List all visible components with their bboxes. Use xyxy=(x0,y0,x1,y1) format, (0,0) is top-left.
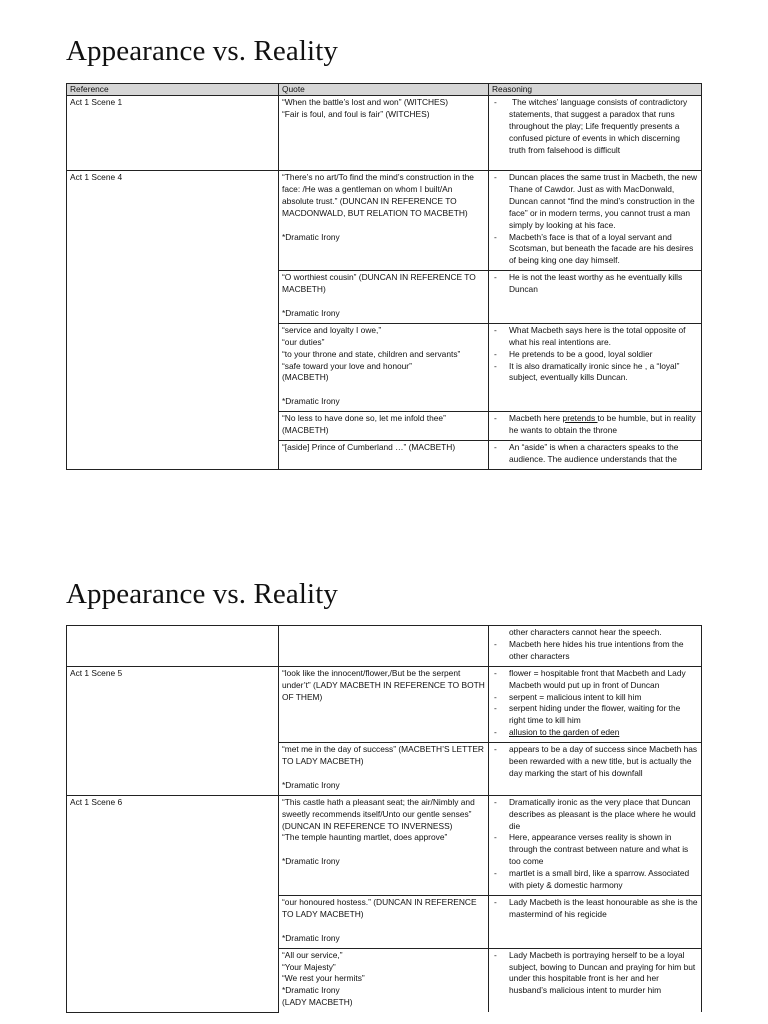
quote-cell xyxy=(279,412,489,441)
dramatic-irony-note: *Dramatic Irony xyxy=(282,856,340,867)
quote-cell xyxy=(279,743,489,796)
reasoning-cell xyxy=(489,626,702,667)
quote-text: “We rest your hermits” xyxy=(282,973,365,984)
quote-cell xyxy=(279,271,489,324)
reason-item: - Macbeth here pretends to be humble, but in reality he wants to obtain the throne xyxy=(492,413,698,437)
reason-item: - Lady Macbeth is the least honourable as she is the mastermind of his regicide xyxy=(492,897,698,921)
reference-cell: Act 1 Scene 1 xyxy=(67,96,279,171)
quote-text: “our honoured hostess.” (DUNCAN IN REFERENCE TO LADY MACBETH) xyxy=(282,897,479,919)
reasoning-cell xyxy=(489,666,702,742)
table-header-row xyxy=(67,84,702,96)
reasoning-cell xyxy=(489,795,702,895)
table-row xyxy=(67,171,702,271)
reasoning-cell xyxy=(489,96,702,171)
quote-text: “look like the innocent/flower,/But be the serpent under’t” (LADY MACBETH IN REFERENCE TO BOTH OF THEM) xyxy=(282,667,488,702)
quote-text: “When the battle’s lost and won” (WITCHES) xyxy=(282,97,449,107)
quote-text: “to your throne and state, children and servants” xyxy=(282,348,461,359)
page-title: Appearance vs. Reality xyxy=(66,35,338,67)
reason-item: - Macbeth’s face is that of a loyal servant and Scotsman, but beneath the facade are his desires of being king one day himself. xyxy=(492,232,698,268)
table-row xyxy=(67,626,702,667)
quote-text: “our duties” xyxy=(282,336,325,347)
quote-cell xyxy=(279,96,489,171)
reason-item: - He pretends to be a good, loyal soldier xyxy=(492,349,698,361)
analysis-table xyxy=(66,83,702,470)
reasoning-cell xyxy=(489,412,702,441)
quote-cell xyxy=(279,323,489,411)
table-row xyxy=(67,795,702,895)
quote-cell xyxy=(279,666,489,742)
quote-text: “This castle hath a pleasant seat; the air/Nimbly and sweetly recommends itself/Unto our gentle senses” (DUNCAN IN REFERENCE TO INVERNESS) xyxy=(282,796,478,831)
reason-item: - Duncan places the same trust in Macbeth, the new Thane of Cawdor. Just as with MacDonwald, Duncan cannot “find the mind’s construction in the face” or in modern terms, you cannot trust a man simply by looking at his face. xyxy=(492,172,698,232)
quote-text: “O worthiest cousin” (DUNCAN IN REFERENCE TO MACBETH) xyxy=(282,272,479,295)
column-header-reference: Reference xyxy=(67,84,279,96)
reason-item: - flower = hospitable front that Macbeth and Lady Macbeth would put up in front of Duncan xyxy=(492,668,698,692)
dramatic-irony-note: *Dramatic Irony xyxy=(282,779,340,790)
analysis-table xyxy=(66,625,702,1013)
quote-text: “Your Majesty” xyxy=(282,961,336,972)
dramatic-irony-note: *Dramatic Irony xyxy=(282,396,340,407)
quote-cell xyxy=(279,795,489,895)
quote-cell xyxy=(279,441,489,470)
quote-text: “Fair is foul, and foul is fair” (WITCHES) xyxy=(282,108,430,119)
reference-cell: Act 1 Scene 6 xyxy=(67,795,279,1012)
reason-item: - martlet is a small bird, like a sparrow. Associated with piety & domestic harmony xyxy=(492,868,698,892)
reference-cell: Act 1 Scene 4 xyxy=(67,171,279,470)
dramatic-irony-note: *Dramatic Irony xyxy=(282,985,340,996)
reference-cell xyxy=(67,626,279,667)
reason-item: - The witches’ language consists of contradictory statements, that suggest a paradox that runs throughout the play; Life frequently presents a confused picture of events in which discerning truth from falsehood is difficult xyxy=(492,97,698,157)
quote-text: “safe toward your love and honour” xyxy=(282,360,412,371)
quote-text: “There’s no art/To find the mind’s construction in the face: /He was a gentleman on whom I built/An absolute trust.” (DUNCAN IN REFERENCE TO MACDONWALD, BUT RELATION TO MACBETH) xyxy=(282,172,477,218)
quote-text: “All our service,” xyxy=(282,949,343,960)
reasoning-cell xyxy=(489,323,702,411)
quote-text: “service and loyalty I owe,” xyxy=(282,324,382,335)
quote-text: “met me in the day of success” (MACBETH’S LETTER TO LADY MACBETH) xyxy=(282,744,487,767)
dramatic-irony-note: *Dramatic Irony xyxy=(282,231,340,242)
reasoning-cell xyxy=(489,271,702,324)
reasoning-cell xyxy=(489,743,702,796)
reason-item: - Here, appearance verses reality is shown in through the contrast between nature and what is too come xyxy=(492,832,698,868)
quote-cell xyxy=(279,626,489,667)
underlined-reason: allusion to the garden of eden xyxy=(509,727,620,738)
reason-item: - Dramatically ironic as the very place that Duncan describes as pleasant is the place where he would die xyxy=(492,797,698,833)
quote-text: “The temple haunting martlet, does approve” xyxy=(282,832,448,843)
table-row xyxy=(67,96,702,171)
reason-item: - appears to be a day of success since Macbeth has been rewarded with a new title, but is actually the day marking the start of his downfall xyxy=(492,744,698,780)
reason-item: - serpent hiding under the flower, waiting for the right time to kill him xyxy=(492,703,698,727)
quote-text: “No less to have done so, let me infold thee” (MACBETH) xyxy=(282,413,449,436)
quote-cell xyxy=(279,171,489,271)
table-row xyxy=(67,666,702,742)
reason-item xyxy=(492,727,698,739)
reasoning-cell xyxy=(489,171,702,271)
reason-continuation: other characters cannot hear the speech. xyxy=(509,627,662,637)
reason-item: - He is not the least worthy as he eventually kills Duncan xyxy=(492,272,698,296)
reason-item: - It is also dramatically ironic since he , a “loyal” subject, eventually kills Duncan. xyxy=(492,361,698,385)
column-header-reasoning: Reasoning xyxy=(489,84,702,96)
dramatic-irony-note: *Dramatic Irony xyxy=(282,307,340,318)
reference-cell: Act 1 Scene 5 xyxy=(67,666,279,795)
reason-item: - What Macbeth says here is the total opposite of what his real intentions are. xyxy=(492,325,698,349)
reasoning-cell xyxy=(489,948,702,1012)
page-title: Appearance vs. Reality xyxy=(66,578,338,610)
reason-item: - Lady Macbeth is portraying herself to be a loyal subject, bowing to Duncan and praying for him but under this hospitable front is her and her husband’s malicious intent to murder him xyxy=(492,950,698,998)
quote-text: (MACBETH) xyxy=(282,372,329,383)
reason-item: - serpent = malicious intent to kill him xyxy=(492,692,698,704)
reasoning-cell xyxy=(489,896,702,949)
quote-cell xyxy=(279,896,489,949)
quote-cell xyxy=(279,948,489,1012)
reasoning-cell xyxy=(489,441,702,470)
dramatic-irony-note: *Dramatic Irony xyxy=(282,932,340,943)
quote-text: “[aside] Prince of Cumberland …” (MACBETH) xyxy=(282,442,456,452)
quote-text: (LADY MACBETH) xyxy=(282,997,353,1008)
reason-item: - Macbeth here hides his true intentions from the other characters xyxy=(492,639,698,663)
column-header-quote: Quote xyxy=(279,84,489,96)
underlined-word: pretends xyxy=(562,413,598,424)
reason-item: - An “aside” is when a characters speaks to the audience. The audience understands that the xyxy=(492,442,698,466)
